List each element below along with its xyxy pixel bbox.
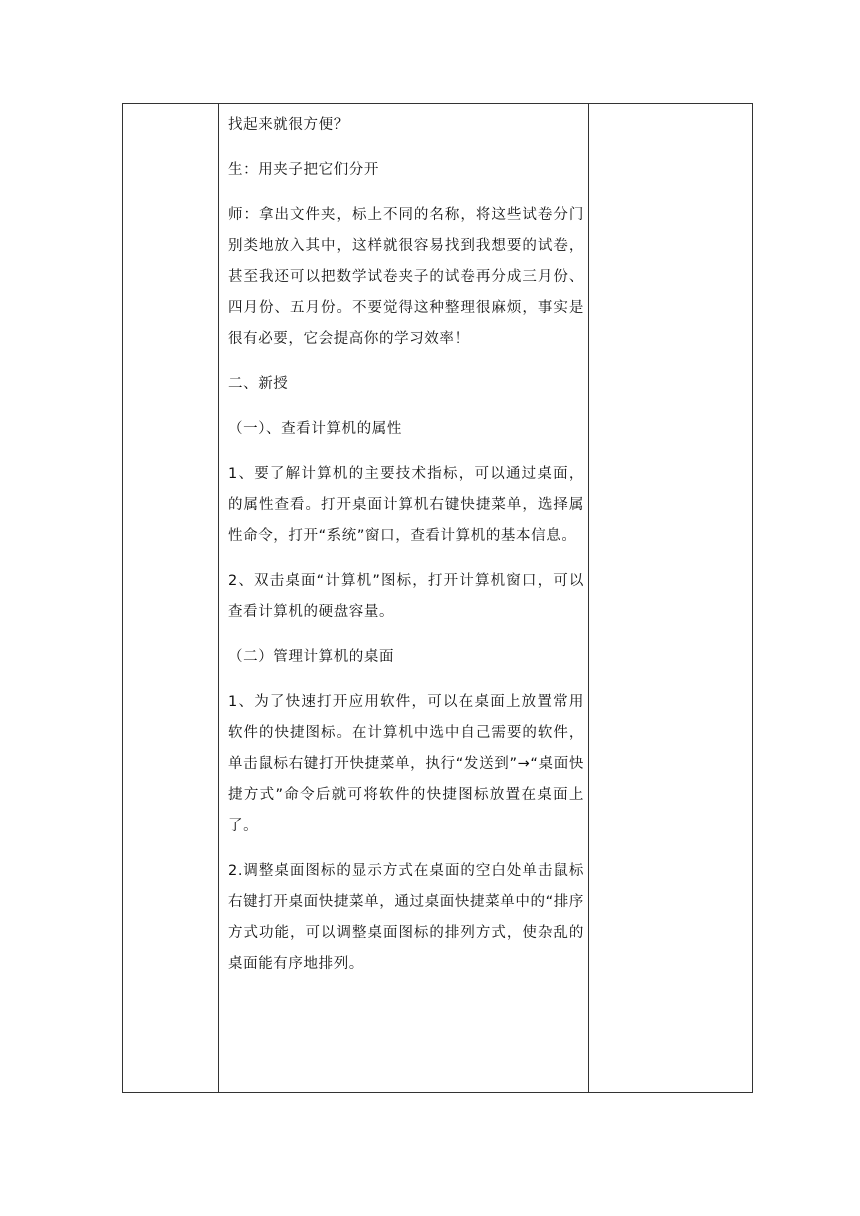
paragraph-shortcut-icons: 1、为了快速打开应用软件，可以在桌面上放置常用软件的快捷图标。在计算机中选中自己需要的软件，单击鼠标右键打开快捷菜单，执行“发送到”→“桌面快捷方式”命令后就可将软件的快捷图标放置在桌面上了。 <box>228 694 584 834</box>
table-row <box>123 104 753 1093</box>
subsection-heading-properties: （一）、查看计算机的属性 <box>228 421 402 437</box>
lesson-plan-table <box>122 103 753 1093</box>
content-column-cell <box>219 104 589 1093</box>
right-column-cell <box>589 104 753 1093</box>
paragraph-view-properties: 1、要了解计算机的主要技术指标，可以通过桌面，的属性查看。打开桌面计算机右键快捷菜单，选择属性命令，打开“系统”窗口，查看计算机的基本信息。 <box>228 466 584 544</box>
paragraph-teacher-explanation: 师：拿出文件夹，标上不同的名称，将这些试卷分门别类地放入其中，这样就很容易找到我想要的试卷，甚至我还可以把数学试卷夹子的试卷再分成三月份、四月份、五月份。不要觉得这种整理很麻烦，事实是很有必要，它会提高你的学习效率！ <box>228 207 584 347</box>
paragraph-question: 找起来就很方便？ <box>228 117 349 133</box>
paragraph-arrange-icons: 2.调整桌面图标的显示方式在桌面的空白处单击鼠标右键打开桌面快捷菜单，通过桌面快捷菜单中的“排序方式功能，可以调整桌面图标的排列方式，使杂乱的桌面能有序地排列。 <box>228 863 584 972</box>
left-column-cell <box>123 104 219 1093</box>
section-heading-new-lesson: 二、新授 <box>228 376 289 392</box>
paragraph-disk-capacity: 2、双击桌面“计算机”图标，打开计算机窗口，可以查看计算机的硬盘容量。 <box>228 573 584 620</box>
paragraph-student-answer: 生：用夹子把它们分开 <box>228 162 379 178</box>
subsection-heading-desktop: （二）管理计算机的桌面 <box>228 649 395 665</box>
